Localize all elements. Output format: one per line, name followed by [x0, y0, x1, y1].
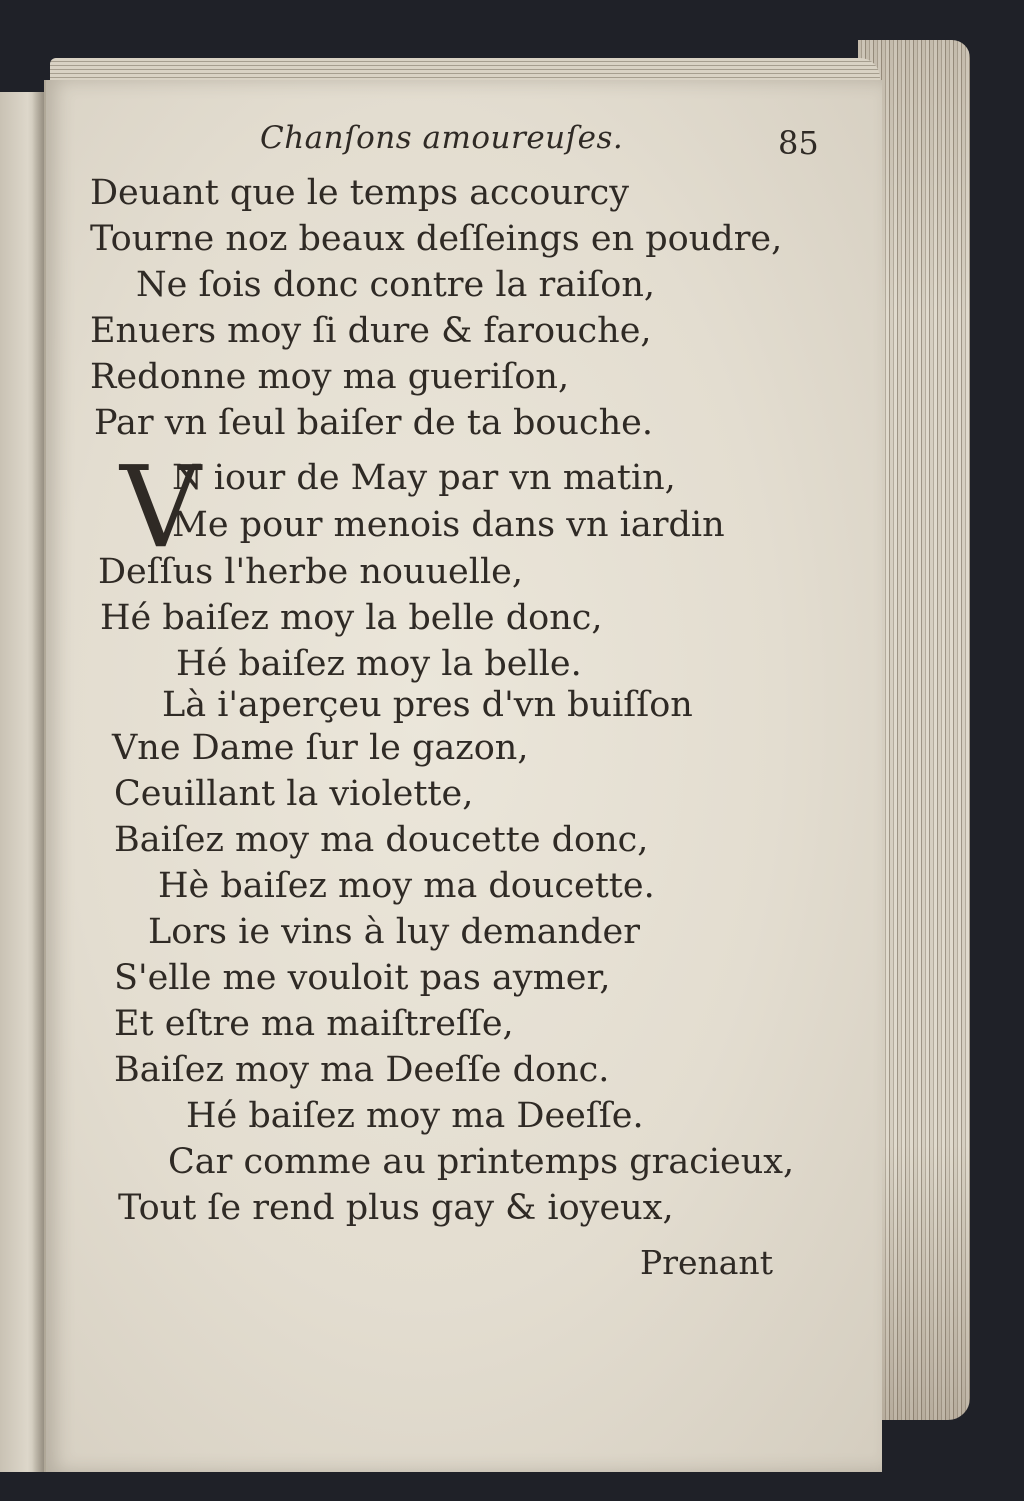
- drop-cap: V: [120, 443, 201, 573]
- page-text: [90, 80, 890, 1472]
- verse-line: Tourne noz beaux deſſeings en poudre,: [90, 219, 783, 259]
- verse-line: Ne ſois donc contre la raiſon,: [136, 265, 656, 305]
- verse-line: Et eſtre ma maiſtreſſe,: [114, 1004, 514, 1044]
- verse-line: S'elle me vouloit pas aymer,: [114, 958, 611, 998]
- verse-line: Tout ſe rend plus gay & ioyeux,: [118, 1188, 674, 1228]
- verse-line: Me pour menois dans vn iardin: [172, 505, 725, 545]
- running-title: Chanſons amoureuſes.: [260, 120, 624, 156]
- verse-line: Lors ie vins à luy demander: [148, 912, 640, 952]
- verse-line: Baiſez moy ma doucette donc,: [114, 820, 649, 860]
- verse-line: Deuant que le temps accourcy: [90, 173, 629, 213]
- verse-line: Vne Dame ſur le gazon,: [112, 728, 529, 768]
- verse-line: Par vn ſeul baiſer de ta bouche.: [94, 403, 653, 443]
- verse-line: Là i'aperçeu pres d'vn buiſſon: [162, 685, 693, 725]
- catchword: Prenant: [640, 1243, 773, 1282]
- verse-line: Enuers moy ſi dure & farouche,: [90, 311, 652, 351]
- page-number: 85: [778, 124, 819, 162]
- verse-line: N iour de May par vn matin,: [172, 458, 676, 498]
- verse-line: Hé baiſez moy ma Deeſſe.: [186, 1096, 644, 1136]
- verse-line: Car comme au printemps gracieux,: [168, 1142, 795, 1182]
- book-page: [44, 80, 882, 1472]
- verse-line: Hé baiſez moy la belle donc,: [100, 598, 603, 638]
- verse-line: Hè baiſez moy ma doucette.: [158, 866, 655, 906]
- verse-line: Hé baiſez moy la belle.: [176, 644, 582, 684]
- verse-line: Ceuillant la violette,: [114, 774, 474, 814]
- verse-line: Redonne moy ma gueriſon,: [90, 357, 570, 397]
- facing-page-edge: [0, 92, 48, 1472]
- verse-line: Deſſus l'herbe nouuelle,: [98, 552, 523, 592]
- verse-line: Baiſez moy ma Deeſſe donc.: [114, 1050, 610, 1090]
